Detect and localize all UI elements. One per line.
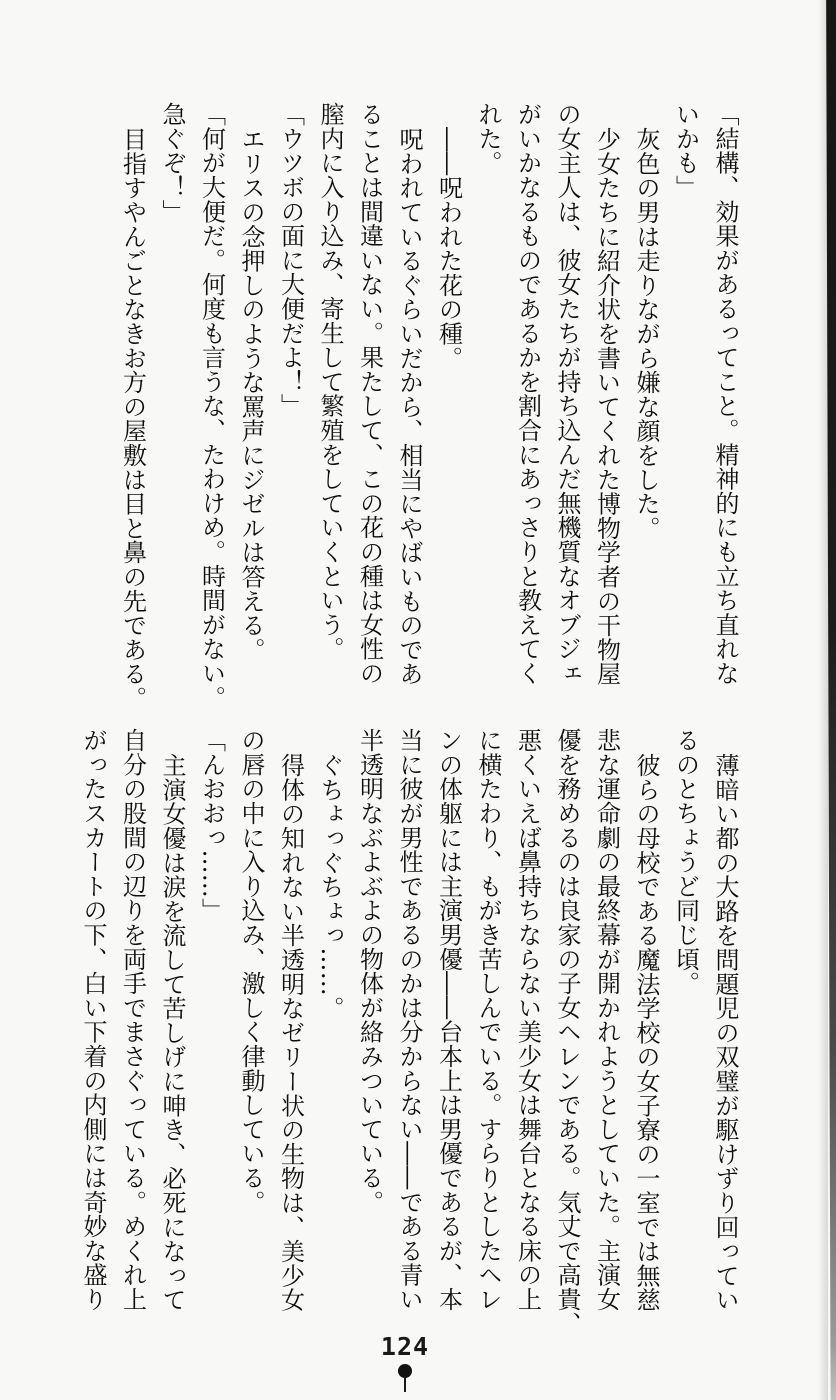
text-column: 目指すやんごとなきお方の屋敷は目と鼻の先である。: [118, 126, 147, 710]
text-column: 優を務めるのは良家の子女ヘレンである。気丈で高貴、: [553, 728, 581, 1336]
paragraph-block-top: [112, 102, 744, 742]
ornament-dot: [398, 1364, 412, 1378]
text-column: 少女たちに紹介状を書いてくれた博物学者の干物屋: [592, 126, 621, 686]
text-column: いかも」: [671, 102, 700, 200]
text-column: 主演女優は涙を流して苦しげに呻き、必死になって: [158, 752, 186, 1312]
text-column: がったスカートの下、白い下着の内側には奇妙な盛り: [79, 728, 107, 1312]
text-column: 半透明なぶよぶよの物体が絡みついている。: [355, 728, 384, 1214]
text-column: 呪われているぐらいだから、相当にやばいものであ: [395, 126, 423, 686]
text-column: 膣内に入り込み、寄生して繁殖をしていくという。: [316, 102, 344, 661]
text-column: 悪くいえば鼻持ちならない美少女は舞台となる床の上: [513, 728, 542, 1312]
text-column: 灰色の男は走りながら嫌な顔をした。: [632, 126, 660, 540]
text-column: 得体の知れない半透明なゼリー状の生物は、美少女: [276, 752, 305, 1312]
text-column: 「結構、効果があるってこと。精神的にも立ち直れな: [711, 102, 739, 686]
text-column: 「ウツボの面に大便だよ！」: [276, 102, 305, 418]
text-column: 彼らの母校である魔法学校の女子寮の一室では無慈: [632, 752, 660, 1312]
text-column: れた。: [474, 102, 502, 175]
text-column: の唇の中に入り込み、激しく律動している。: [237, 728, 265, 1214]
text-column: 薄暗い都の大路を問題児の双璧が駆けずり回ってい: [711, 752, 739, 1312]
text-column: ンの体躯には主演男優――台本上は男優であるが、本: [434, 728, 463, 1312]
text-column: がいかなるものであるかを割合にあっさりと教えてく: [513, 102, 542, 686]
page-number: 124: [380, 1332, 430, 1361]
text-column: ることは間違いない。果たして、この花の種は女性の: [355, 102, 384, 686]
text-column: 悲な運命劇の最終幕が開かれようとしていた。主演女: [592, 728, 621, 1312]
text-column: に横たわり、もがき苦しんでいる。すらりとしたヘレ: [474, 728, 502, 1312]
text-column: 当に彼が男性であるのかは分からない――である青い: [395, 728, 423, 1312]
dot-pin-ornament-icon: [0, 1362, 810, 1392]
text-column: の女主人は、彼女たちが持ち込んだ無機質なオブジェ: [553, 102, 581, 686]
text-column: ――呪われた花の種。: [434, 126, 463, 370]
text-column: 「んおおっ……」: [197, 728, 226, 923]
text-column: 自分の股間の辺りを両手でまさぐっている。めくれ上: [118, 728, 147, 1312]
page-footer: [0, 1334, 810, 1400]
text-column: 急ぐぞ！」: [158, 102, 186, 224]
paragraph-block-bottom: [73, 728, 745, 1378]
binding-shadow-soft: [818, 0, 828, 1400]
text-column: 「何が大便だ。何度も言うな、たわけめ。時間がない。: [197, 102, 226, 710]
ornament-stem: [404, 1377, 406, 1392]
text-column: エリスの念押しのような罵声にジゼルは答える。: [237, 126, 265, 662]
text-column: るのとちょうど同じ頃。: [671, 728, 700, 996]
text-column: ぐちょっぐちょっ……。: [316, 752, 344, 1020]
